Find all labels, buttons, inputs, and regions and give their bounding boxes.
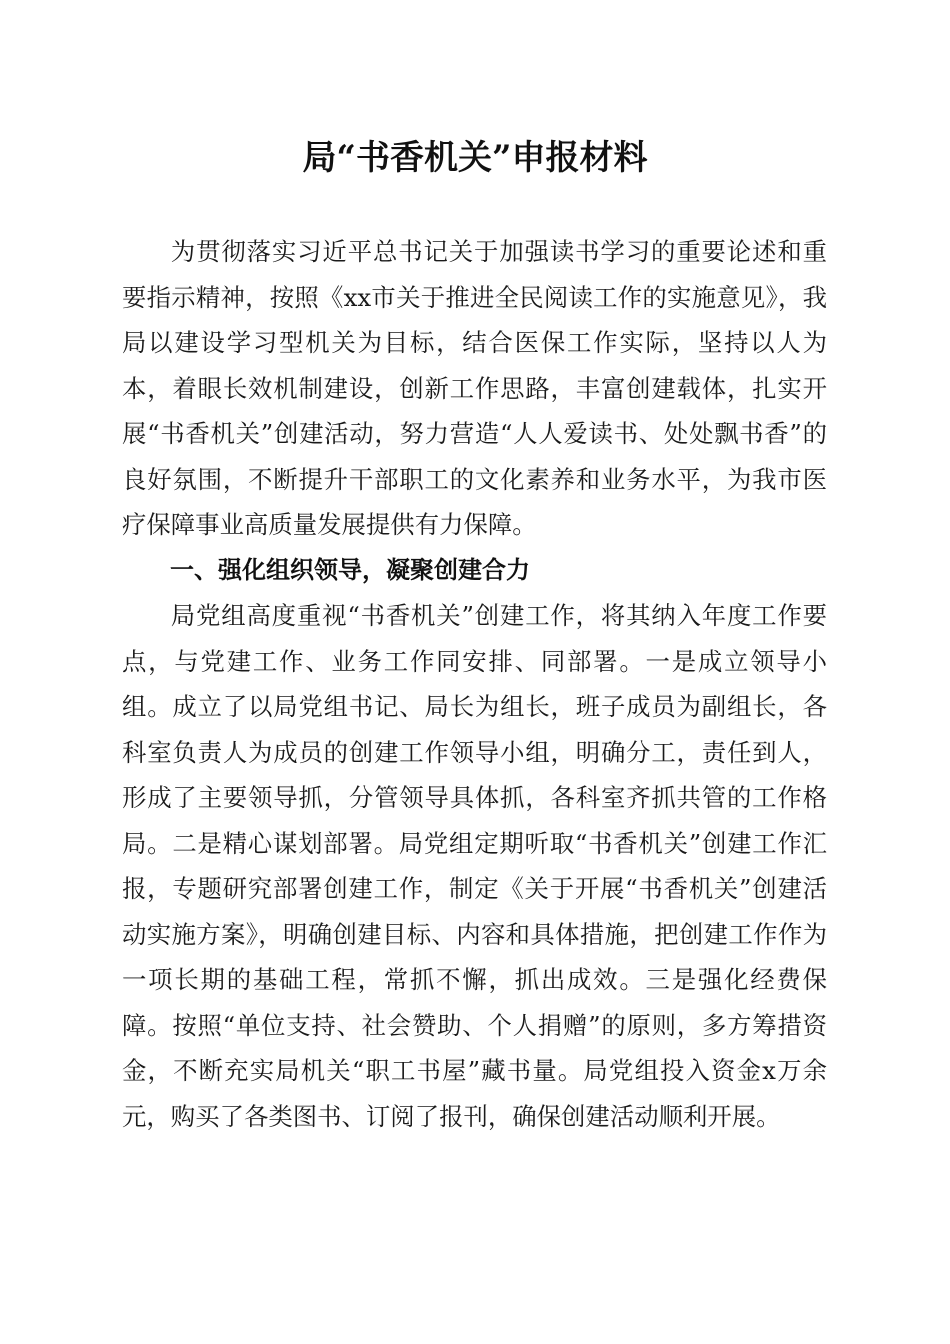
intro-paragraph: 为贯彻落实习近平总书记关于加强读书学习的重要论述和重要指示精神，按照《xx市关于推进全民阅读工作的实施意见》，我局以建设学习型机关为目标，结合医保工作实际，坚持以人为本，着眼长效机制建设，创新工作思路，丰富创建载体，扎实开展“书香机关”创建活动，努力营造“人人爱读书、处处飘书香”的良好氛围，不断提升干部职工的文化素养和业务水平，为我市医疗保障事业高质量发展提供有力保障。 <box>122 237 827 539</box>
section-heading-1: 一、强化组织领导，凝聚创建合力 <box>170 555 530 584</box>
section-1-paragraph: 局党组高度重视“书香机关”创建工作，将其纳入年度工作要点，与党建工作、业务工作同安排、同部署。一是成立领导小组。成立了以局党组书记、局长为组长，班子成员为副组长，各科室负责人为成员的创建工作领导小组，明确分工，责任到人，形成了主要领导抓，分管领导具体抓，各科室齐抓共管的工作格局。二是精心谋划部署。局党组定期听取“书香机关”创建工作汇报，专题研究部署创建工作，制定《关于开展“书香机关”创建活动实施方案》，明确创建目标、内容和具体措施，把创建工作作为一项长期的基础工程，常抓不懈，抓出成效。三是强化经费保障。按照“单位支持、社会赞助、个人捐赠”的原则，多方筹措资金，不断充实局机关“职工书屋”藏书量。局党组投入资金x万余元，购买了各类图书、订阅了报刊，确保创建活动顺利开展。 <box>122 601 827 1131</box>
document-body <box>122 229 827 1139</box>
document-title: 局“书香机关”申报材料 <box>302 138 648 178</box>
